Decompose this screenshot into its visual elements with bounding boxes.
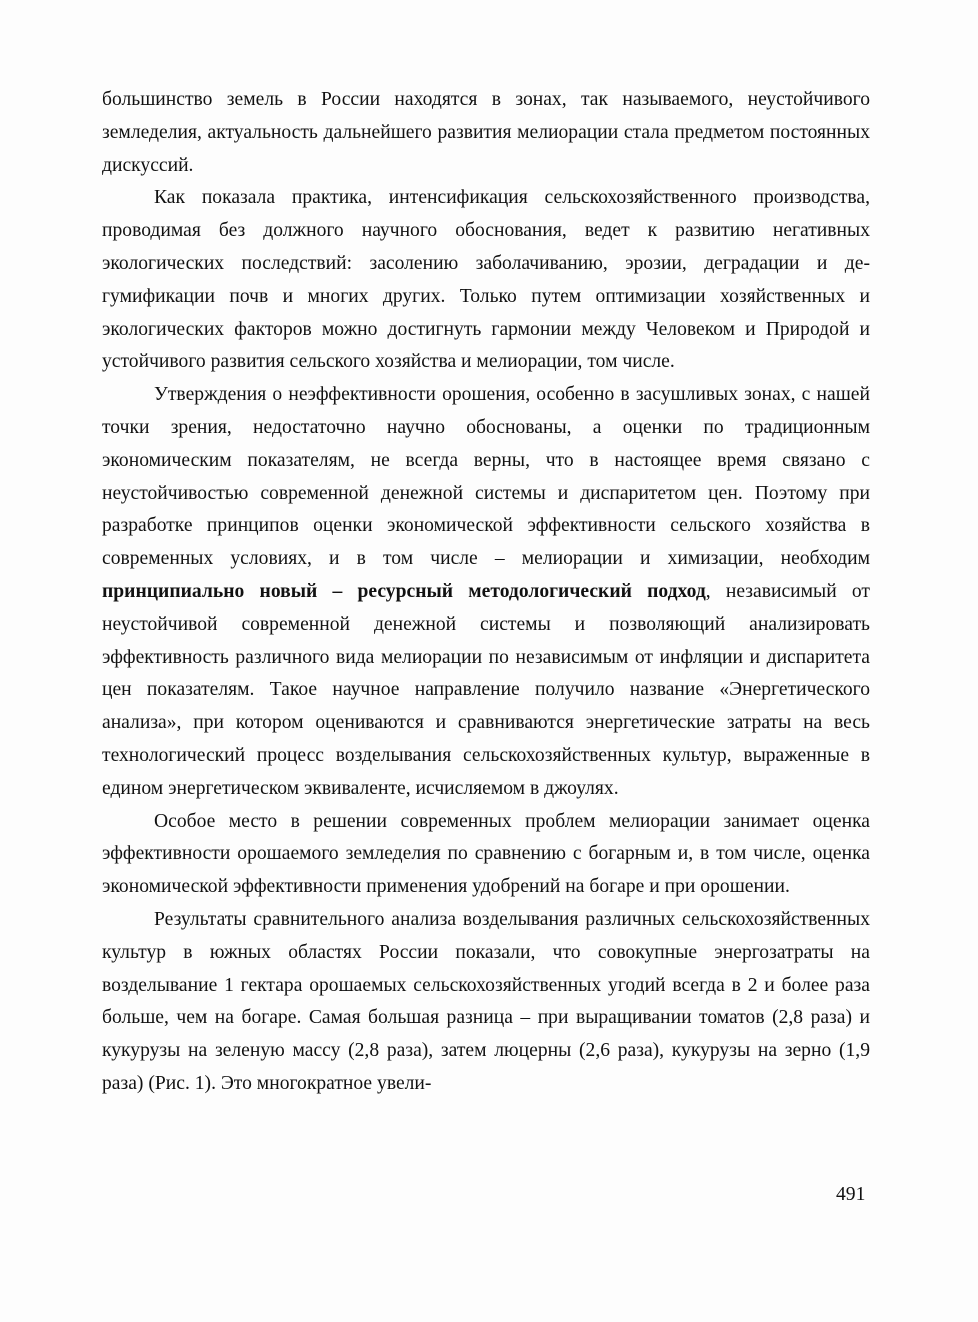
paragraph-3-bold-term: принципиально новый – ресурсный методологический подход xyxy=(102,580,706,602)
paragraph-2-text: Как показала практика, интенсификация сельскохозяйственного производства, проводимая без должного научного обоснования, ведет к развитию негативных экологических последствий: засолению заболачиванию, эрозии, деградации и дегумификации почв и многих других. Только путем оптимизации хозяйственных и экологических факторов можно достигнуть гармонии между Человеком и Природой и устойчивого развития сельского хозяйства и мелиорации, том числе. xyxy=(102,187,870,373)
paragraph-4 xyxy=(102,806,870,904)
paragraph-1 xyxy=(102,84,870,182)
paragraph-4-text: Особое место в решении современных проблем мелиорации занимает оценка эффективности орошаемого земледелия по сравнению с богарным и, в том числе, оценка экономической эффективности применения удобрений на богаре и при орошении. xyxy=(102,810,870,898)
paragraph-5-text: Результаты сравнительного анализа возделывания различных сельскохозяйственных культур в южных областях России показали, что совокупные энергозатраты на возделывание 1 гектара орошаемых сельскохозяйственных угодий всегда в 2 и более раза больше, чем на богаре. Самая большая разница – при выращивании томатов (2,8 раза) и кукурузы на зеленую массу (2,8 раза), затем люцерны (2,6 раза), кукурузы на зерно (1,9 раза) (Рис. 1). Это многократное увели- xyxy=(102,908,870,1094)
paragraph-2 xyxy=(102,182,870,379)
paragraph-5 xyxy=(102,904,870,1101)
paragraph-3 xyxy=(102,379,870,805)
page-number: 491 xyxy=(836,1184,866,1205)
paragraph-3-text-end: , независимый от неустойчивой современной денежной системы и позволяющий анализировать эффективность различного вида мелиорации по независимым от инфляции и диспаритета цен показателям. Такое научное направление получило название «Энергетического анализа», при котором оцениваются и сравниваются энергетические затраты на весь технологический процесс возделывания сельскохозяйственных культур, выраженные в едином энергетическом эквиваленте, исчисляемом в джоулях. xyxy=(102,580,870,799)
paragraph-3-text-start: Утверждения о неэффективности орошения, особенно в засушливых зонах, с нашей точки зрения, недостаточно научно обоснованы, а оценки по традиционным экономическим показателям, не всегда верны, что в настоящее время связано с неустойчивостью современной денежной системы и диспаритетом цен. Поэтому при разработке принципов оценки экономической эффективности сельского хозяйства в современных условиях, и в том числе – мелиорации и химизации, необходим xyxy=(102,384,870,570)
paragraph-1-text: большинство земель в России находятся в зонах, так называемого, неустойчивого земледелия, актуальность дальнейшего развития мелиорации стала предметом постоянных дискуссий. xyxy=(102,89,870,176)
body-text xyxy=(102,84,870,1101)
